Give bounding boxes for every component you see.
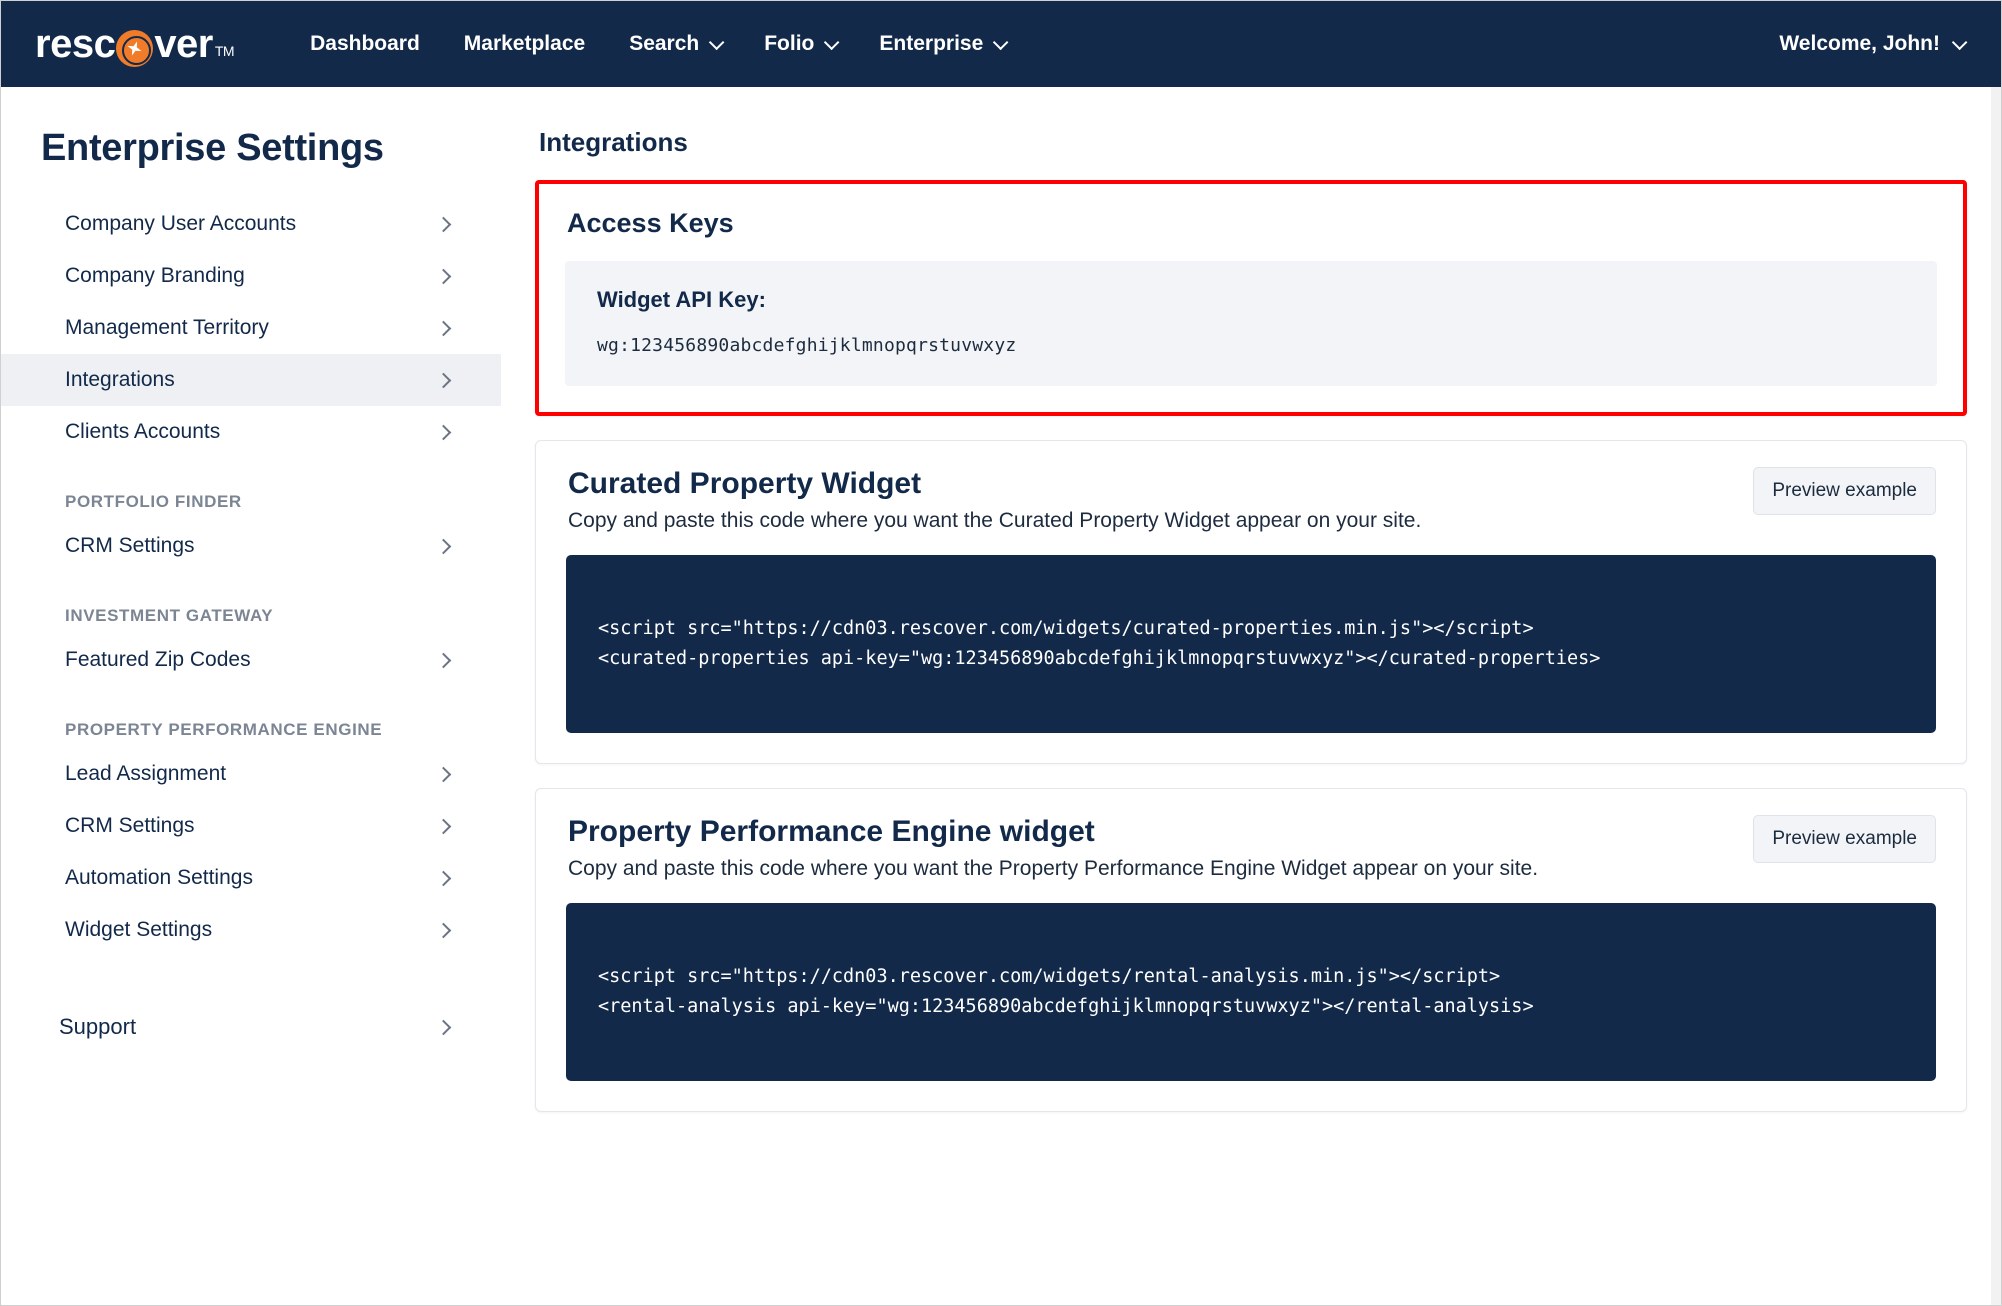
- preview-example-button-ppe[interactable]: Preview example: [1753, 815, 1936, 863]
- nav-item-label: Dashboard: [310, 32, 420, 55]
- sidebar-item-clients-accounts[interactable]: [1, 406, 501, 458]
- widget-api-key-value[interactable]: wg:123456890abcdefghijklmnopqrstuvwxyz: [597, 335, 1017, 356]
- sidebar-item-label: Featured Zip Codes: [65, 648, 251, 671]
- sidebar-item-support[interactable]: [1, 1000, 501, 1054]
- user-menu-label: Welcome, John!: [1779, 32, 1940, 55]
- nav-item-label: Search: [629, 32, 700, 55]
- chevron-right-icon: [436, 320, 452, 336]
- chevron-right-icon: [436, 922, 452, 938]
- sidebar-item-label: Widget Settings: [65, 918, 213, 941]
- sidebar-item-label: Clients Accounts: [65, 420, 221, 443]
- globe-compass-icon: [116, 30, 153, 67]
- widget-api-key-box: [565, 261, 1937, 386]
- logo-trademark: TM: [214, 42, 235, 59]
- logo-text-prefix: res: [35, 21, 94, 66]
- curated-property-widget-card: [535, 440, 1967, 764]
- sidebar-item-management-territory[interactable]: [1, 302, 501, 354]
- logo-text-c: c: [93, 21, 116, 66]
- access-keys-card: [535, 180, 1967, 416]
- code-line: <script src="https://cdn03.rescover.com/widgets/rental-analysis.min.js"></script>: [598, 965, 1501, 987]
- rescover-logo[interactable]: [35, 22, 234, 67]
- sidebar-group-property-performance-engine: PROPERTY PERFORMANCE ENGINE: [65, 720, 383, 739]
- content-heading: Integrations: [539, 127, 688, 157]
- page-title: Enterprise Settings: [41, 127, 384, 169]
- nav-item-dashboard[interactable]: [288, 22, 442, 66]
- chevron-right-icon: [436, 870, 452, 886]
- nav-item-label: Marketplace: [463, 32, 586, 55]
- nav-item-marketplace[interactable]: [442, 22, 607, 66]
- chevron-right-icon: [436, 424, 452, 440]
- sidebar-item-ppe-crm-settings[interactable]: [1, 800, 501, 852]
- code-line: <curated-properties api-key="wg:123456890abcdefghijklmnopqrstuvwxyz"></curated-properties>: [598, 648, 1601, 670]
- ppe-widget-card: [535, 788, 1967, 1112]
- nav-item-search[interactable]: [607, 22, 742, 66]
- preview-example-button-curated[interactable]: Preview example: [1753, 467, 1936, 515]
- chevron-down-icon: [993, 34, 1009, 50]
- chevron-down-icon: [1952, 34, 1968, 50]
- page-scrollbar[interactable]: [1991, 87, 2001, 1306]
- settings-sidebar: [1, 87, 501, 1306]
- curated-widget-code-block[interactable]: [566, 555, 1936, 733]
- nav-item-folio[interactable]: [742, 22, 857, 66]
- widget-api-key-label: Widget API Key:: [597, 287, 766, 312]
- curated-widget-description: Copy and paste this code where you want the Curated Property Widget appear on your site.: [568, 509, 1422, 532]
- sidebar-item-label: Management Territory: [65, 316, 269, 339]
- nav-item-enterprise[interactable]: [857, 22, 1026, 66]
- access-keys-heading: Access Keys: [567, 208, 734, 238]
- sidebar-item-label: Integrations: [65, 368, 175, 391]
- sidebar-item-company-user-accounts[interactable]: [1, 198, 501, 250]
- chevron-right-icon: [436, 1019, 452, 1035]
- chevron-right-icon: [436, 372, 452, 388]
- nav-item-label: Folio: [764, 32, 815, 55]
- sidebar-item-featured-zip-codes[interactable]: [1, 634, 501, 686]
- sidebar-item-label: CRM Settings: [65, 534, 195, 557]
- chevron-down-icon: [824, 34, 840, 50]
- ppe-widget-code-block[interactable]: [566, 903, 1936, 1081]
- chevron-right-icon: [436, 766, 452, 782]
- chevron-right-icon: [436, 652, 452, 668]
- sidebar-item-portfolio-crm-settings[interactable]: [1, 520, 501, 572]
- curated-widget-heading: Curated Property Widget: [568, 467, 922, 500]
- chevron-right-icon: [436, 538, 452, 554]
- code-line: <rental-analysis api-key="wg:123456890abcdefghijklmnopqrstuvwxyz"></rental-analysis>: [598, 996, 1534, 1018]
- sidebar-item-widget-settings[interactable]: [1, 904, 501, 956]
- sidebar-item-integrations[interactable]: [1, 354, 501, 406]
- chevron-right-icon: [436, 216, 452, 232]
- user-menu[interactable]: [1779, 32, 1973, 56]
- chevron-down-icon: [709, 34, 725, 50]
- sidebar-item-label: Lead Assignment: [65, 762, 227, 785]
- sidebar-item-automation-settings[interactable]: [1, 852, 501, 904]
- sidebar-support-section: [1, 956, 501, 1054]
- sidebar-item-label: Automation Settings: [65, 866, 253, 889]
- sidebar-item-label: CRM Settings: [65, 814, 195, 837]
- chevron-right-icon: [436, 268, 452, 284]
- page-body: [1, 87, 2001, 1306]
- main-content: [501, 87, 2001, 1306]
- sidebar-item-company-branding[interactable]: [1, 250, 501, 302]
- sidebar-item-lead-assignment[interactable]: [1, 748, 501, 800]
- sidebar-group-portfolio-finder: PORTFOLIO FINDER: [65, 492, 242, 511]
- nav-item-label: Enterprise: [879, 32, 984, 55]
- chevron-right-icon: [436, 818, 452, 834]
- sidebar-item-label: Company Branding: [65, 264, 245, 287]
- sidebar-group-investment-gateway: INVESTMENT GATEWAY: [65, 606, 274, 625]
- ppe-widget-description: Copy and paste this code where you want the Property Performance Engine Widget appear on your site.: [568, 857, 1539, 881]
- sidebar-item-label: Support: [59, 1014, 137, 1039]
- nav-items: [288, 22, 1026, 66]
- ppe-widget-heading: Property Performance Engine widget: [568, 815, 1095, 849]
- code-line: <script src="https://cdn03.rescover.com/widgets/curated-properties.min.js"></script>: [598, 617, 1534, 639]
- top-navigation-bar: [1, 1, 2001, 87]
- logo-text-suffix: ver: [154, 21, 213, 66]
- sidebar-item-label: Company User Accounts: [65, 212, 297, 235]
